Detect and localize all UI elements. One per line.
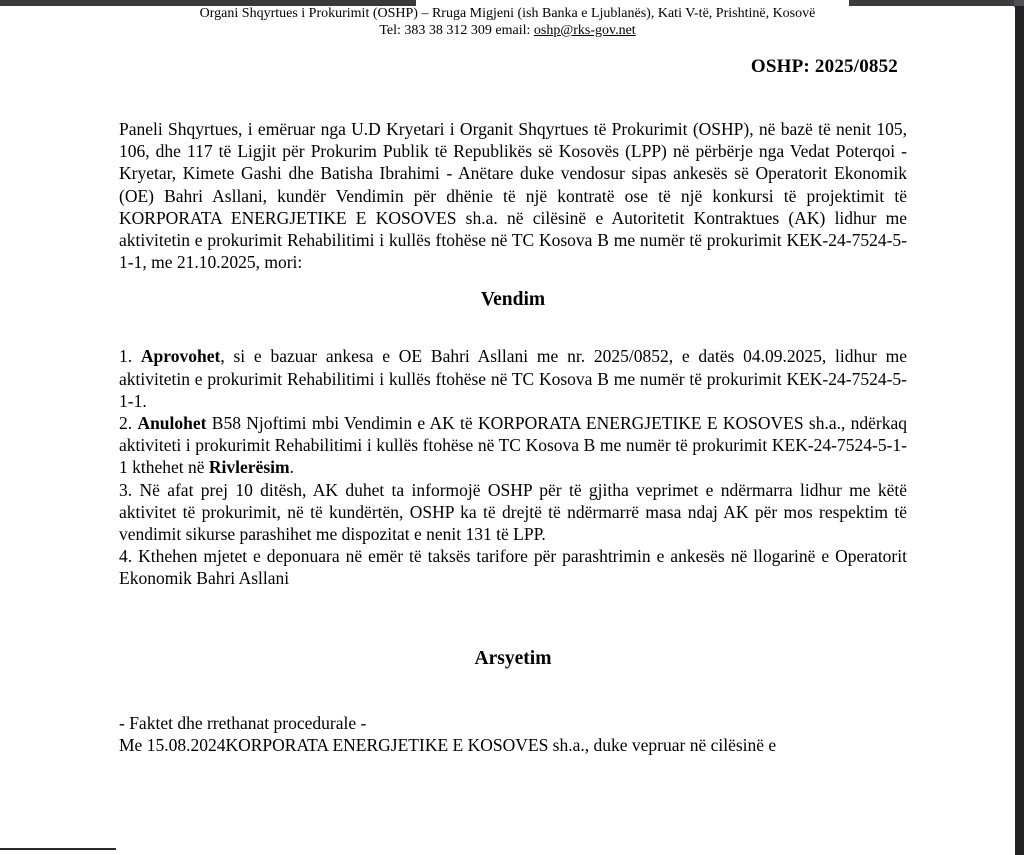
- viewer-gutter-strip[interactable]: [1015, 6, 1024, 855]
- clipped-bottom-line: Me 15.08.2024KORPORATA ENERGJETIKE E KOSOVES sh.a., duke vepruar në cilësinë e: [119, 734, 777, 755]
- letterhead-contact-line: [0, 23, 1015, 40]
- item-text: 3. Në afat prej 10 ditësh, AK duhet ta informojë OSHP për të gjitha veprimet e ndërmarra lidhur me këtë aktivitet të prokurimit, në të kundërtën, OSHP ka të drejtë të ndërmarrë masa ndaj AK për mos respektim të vendimit sikurse parashihet me dispozitat e nenit 131 të LPP.: [119, 479, 907, 545]
- case-number: OSHP: 2025/0852: [750, 56, 898, 77]
- document-body: [119, 118, 907, 756]
- item-text: 2.: [119, 413, 138, 434]
- item-text: 1.: [119, 346, 141, 367]
- decision-heading: Vendim: [480, 289, 546, 311]
- item-text: .: [289, 457, 294, 478]
- item-bold: Anulohet: [137, 413, 207, 434]
- letterhead-address-line: Organi Shqyrtues i Prokurimit (OSHP) – Rruga Migjeni (ish Banka e Ljublanës), Kati V-të, Prishtinë, Kosovë: [199, 6, 816, 21]
- letterhead-tel: Tel: 383 38 312 309 email:: [379, 22, 534, 38]
- letterhead: [0, 6, 1015, 39]
- decision-item-1: [119, 345, 907, 412]
- item-text: B58 Njoftimi mbi Vendimin e AK të KORPORATA ENERGJETIKE E KOSOVES sh.a., ndërkaq aktiviteti i prokurimit Rehabilitimi i kullës ftohëse në TC Kosova B me numër të prokurimit KEK-24-7524-5-1-1 kthehet në: [119, 413, 908, 478]
- item-text: , si e bazuar ankesa e OE Bahri Asllani me nr. 2025/0852, e datës 04.09.2025, lidhur me aktivitetin e prokurimit Rehabilitimi i kullës ftohëse në TC Kosova B me numër të prokurimit KEK-24-7524-5-1-1.: [119, 346, 907, 411]
- decision-item-4: [119, 545, 907, 589]
- email-link[interactable]: oshp@rks-gov.net: [533, 22, 636, 38]
- decision-item-2: [119, 412, 907, 479]
- facts-subheading: - Faktet dhe rrethanat procedurale -: [119, 712, 367, 733]
- decision-item-3: [119, 479, 907, 546]
- item-bold: Aprovohet: [140, 346, 221, 367]
- item-text: 4. Kthehen mjetet e deponuara në emër të taksës tarifore për parashtrimin e ankesës në llogarinë e Operatorit Ekonomik Bahri Asllani: [119, 546, 907, 589]
- intro-paragraph: Paneli Shqyrtues, i emëruar nga U.D Kryetari i Organit Shqyrtues të Prokurimit (OSHP), në bazë të nenit 105, 106, dhe 117 të Ligjit për Prokurim Publik të Republikës së Kosovës (LPP) në përbërje nga Vedat Poterqoi - Kryetar, Kimete Gashi dhe Batisha Ibrahimi - Anëtare duke vendosur sipas ankesës së Operatorit Ekonomik (OE) Bahri Asllani, kundër Vendimin për dhënie të një kontratë ose të një konkursi të projektimit të KORPORATA ENERGJETIKE E KOSOVES sh.a. në cilësinë e Autoritetit Kontraktues (AK) lidhur me aktivitetin e prokurimit Rehabilitimi i kullës ftohëse në TC Kosova B me numër të prokurimit KEK-24-7524-5-1-1, me 21.10.2025, mori:: [119, 119, 907, 273]
- reasoning-heading: Arsyetim: [474, 647, 552, 669]
- item-bold: Rivlerësim: [208, 457, 290, 478]
- page-bottom-rule: [0, 848, 116, 850]
